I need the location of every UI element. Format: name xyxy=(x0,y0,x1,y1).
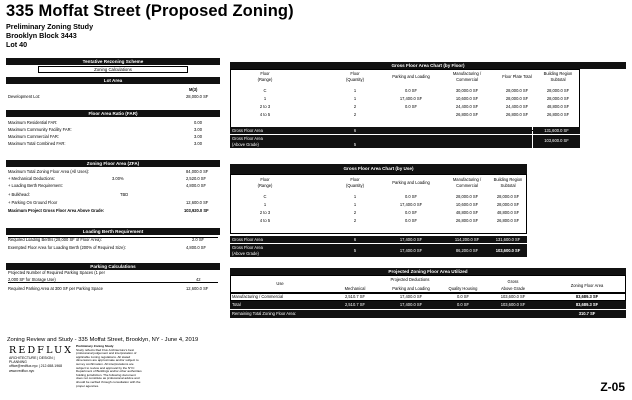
parking-loading: 0.0 SF xyxy=(404,194,418,199)
col-header: Floor xyxy=(350,71,360,76)
col-header: Floor xyxy=(260,71,270,76)
floor-range: 2 to 3 xyxy=(259,210,271,215)
col-header: Mechanical xyxy=(344,286,366,291)
far-label: Maximum Residential FAR: xyxy=(8,120,58,125)
col-header: Zoning Floor Area xyxy=(570,283,604,288)
parking-loading: 0.0 SF xyxy=(404,218,418,223)
col-header: (Quantity) xyxy=(346,77,364,82)
region-subtotal: 48,800.0 SF xyxy=(496,210,520,215)
use-above-qty: 5 xyxy=(353,248,357,253)
quality-housing: 0.0 SF xyxy=(456,294,470,299)
region-subtotal: 28,000.0 SF xyxy=(496,194,520,199)
region-subtotal: 26,800.0 SF xyxy=(546,112,570,117)
rezoning-scheme-header: Tentative Rezoning Scheme xyxy=(6,58,220,65)
parking-loading: 17,400.0 SF xyxy=(399,302,423,307)
zfa-pct: TBD xyxy=(120,192,129,197)
col-header: Above Grade xyxy=(500,286,526,291)
gfa-above-label: Gross Floor Area xyxy=(232,136,263,141)
floor-range: 1 xyxy=(263,202,267,207)
gfa-above-label2: (Above Grade) xyxy=(232,142,259,147)
floor-range: 4 to 5 xyxy=(259,218,271,223)
far-label: Maximum Community Facility FAR: xyxy=(8,127,72,132)
lot-area-header: Lot Area xyxy=(6,77,220,84)
loading-value: 2.0 SF xyxy=(192,237,205,242)
zfa-utilized-title: Projected Zoning Floor Area Utilized xyxy=(230,268,626,275)
floor-plate-total: 24,400.0 SF xyxy=(505,104,529,109)
floor-plate-total: 28,000.0 SF xyxy=(505,88,529,93)
lot-label: Lot 40 xyxy=(6,40,28,49)
loading-value: 4,800.0 SF xyxy=(186,245,207,250)
floor-qty: 2 xyxy=(353,210,357,215)
zfa-value: 2,520.0 SF xyxy=(186,176,207,181)
study-subtitle: Preliminary Zoning Study xyxy=(6,22,94,31)
mfg-commercial: 28,000.0 SF xyxy=(455,194,479,199)
gfa-total-value: 131,600.0 SF xyxy=(544,128,569,133)
loading-label: Exempted Floor Area for Loading Berth (200% of Required Size): xyxy=(8,245,126,250)
far-value: 3.00 xyxy=(194,134,202,139)
col-header: Subtotal xyxy=(500,183,516,188)
gfa-total-qty: 6 xyxy=(353,128,357,133)
remaining-zfa-value: 310.7 SF xyxy=(578,311,596,316)
col-header: Building Region xyxy=(493,177,523,182)
col-header: Quality Housing xyxy=(448,286,478,291)
gross-above: 103,600.0 SF xyxy=(500,302,526,307)
zoning-floor-area: 83,689.3 SF xyxy=(575,294,599,299)
remaining-zfa-label: Remaining Total Zoning Floor Area: xyxy=(232,311,297,316)
zfa-label: Maximum Total Zoning Floor Area (All Uses): xyxy=(8,169,90,174)
use-total-mfg: 114,200.0 SF xyxy=(454,237,480,242)
floor-range: 1 xyxy=(263,96,267,101)
mfg-commercial: 24,400.0 SF xyxy=(455,104,479,109)
gfa-total-row xyxy=(230,127,532,134)
mfg-commercial: 30,000.0 SF xyxy=(455,88,479,93)
zfa-label: Maximum Project Gross Floor Area Above Grade: xyxy=(8,208,105,213)
use-total-parking: 17,400.0 SF xyxy=(399,237,423,242)
zoning-calculations-title: Zoning Calculations xyxy=(38,66,188,73)
use-above-mfg: 86,200.0 SF xyxy=(455,248,479,253)
gfa-above-value: 103,600.0 SF xyxy=(544,138,569,143)
floor-qty: 2 xyxy=(353,218,357,223)
parking-loading: 0.0 SF xyxy=(404,210,418,215)
parking-loading: 0.0 SF xyxy=(404,88,418,93)
col-header: (Range) xyxy=(257,183,273,188)
zfa-value: 4,800.0 SF xyxy=(186,183,207,188)
floor-range: 2 to 3 xyxy=(259,104,271,109)
parking-line2: 2,000 SF for Storage Use) xyxy=(8,277,218,283)
col-header: Projected Deductions xyxy=(390,277,430,282)
use-above-label2: (Above Grade) xyxy=(232,251,259,256)
floor-qty: 2 xyxy=(353,104,357,109)
parking-loading: 17,400.0 SF xyxy=(399,202,423,207)
floor-range: C xyxy=(263,194,267,199)
far-label: Maximum Total Combined FAR: xyxy=(8,141,66,146)
zfa-label: + Loading Berth Requirement: xyxy=(8,183,63,188)
use-total-qty: 6 xyxy=(353,237,357,242)
lot-area-col-label: M(3) xyxy=(189,87,198,92)
region-subtotal: 48,800.0 SF xyxy=(546,104,570,109)
floor-qty: 2 xyxy=(353,112,357,117)
floor-qty: 1 xyxy=(353,202,357,207)
gfa-above-row xyxy=(230,135,532,148)
col-header: Parking and Loading xyxy=(392,286,430,291)
floor-qty: 1 xyxy=(353,96,357,101)
block-label: Brooklyn Block 3443 xyxy=(6,31,77,40)
col-header: Parking and Loading xyxy=(392,180,430,185)
far-value: 3.00 xyxy=(194,141,202,146)
mechanical: 2,510.7 SF xyxy=(344,302,366,307)
logo-contact: office@redflux.nyc | 212.658.1968 xyxy=(9,364,63,369)
parking-spaces-value: 42 xyxy=(196,277,201,282)
use-above-value: 103,600.0 SF xyxy=(495,248,521,253)
floor-plate-total: 28,000.0 SF xyxy=(505,96,529,101)
zfa-value: 84,000.0 SF xyxy=(186,169,209,174)
use-total-value: 131,600.0 SF xyxy=(495,237,521,242)
mfg-commercial: 26,800.0 SF xyxy=(455,218,479,223)
study-footer-title: Zoning Review and Study - 335 Moffat Street, Brooklyn, NY - June 4, 2019 xyxy=(7,337,199,343)
logo-tagline: ARCHITECTURE | DESIGN | PLANNING xyxy=(9,356,55,365)
use-name: Total xyxy=(232,302,241,307)
floor-qty: 1 xyxy=(353,88,357,93)
disclaimer-block xyxy=(76,345,142,388)
disclaimer-text: Study reflects Red Flux Architecture's best professional judgement and interpretation of applicable zoning regulations. All stated dimensions are approximate and/or subject to survey confirmation. All interpretations are subject to review and approval by the NYC Department of Buildings and/or other authorities holding jurisdiction. The following document does not constitute as professional advice and should be verified through consultation with the proper agencies. xyxy=(76,347,142,388)
col-header: Subtotal xyxy=(550,77,566,82)
zfa-pct: 3.00% xyxy=(112,176,124,181)
zfa-label: + Bulkhead: xyxy=(8,192,30,197)
col-header: Manufacturing / xyxy=(452,177,482,182)
floor-range: 4 to 5 xyxy=(259,112,271,117)
floor-range: C xyxy=(263,88,267,93)
region-subtotal: 28,000.0 SF xyxy=(546,96,570,101)
gfa-total-label: Gross Floor Area xyxy=(232,128,263,133)
loading-label: Required Loading Berths (28,000 SF of Floor Area): xyxy=(8,237,102,242)
page-title: 335 Moffat Street (Proposed Zoning) xyxy=(6,2,294,20)
col-header: (Range) xyxy=(257,77,273,82)
parking-loading: 17,400.0 SF xyxy=(399,294,423,299)
disclaimer-title: Preliminary Zoning Study xyxy=(76,344,114,348)
parking-line1: Projected Number of Required Parking Spaces (1 per xyxy=(8,270,105,275)
sheet-number: Z-05 xyxy=(600,380,625,394)
zfa-value: 103,920.0 SF xyxy=(184,208,209,213)
mfg-commercial: 26,800.0 SF xyxy=(455,112,479,117)
mechanical: 2,510.7 SF xyxy=(344,294,366,299)
parking-loading: 0.0 SF xyxy=(404,104,418,109)
use-name: Manufacturing / Commercial xyxy=(232,294,284,299)
zfa-label: + Parking On Ground Floor xyxy=(8,200,58,205)
col-header: Manufacturing / xyxy=(452,71,482,76)
far-value: 0.00 xyxy=(194,120,202,125)
zoning-calculations-panel xyxy=(6,58,220,308)
far-label: Maximum Commercial FAR: xyxy=(8,134,59,139)
loading-berth-header: Loading Berth Requirement xyxy=(6,228,220,235)
parking-loading: 17,400.0 SF xyxy=(399,96,423,101)
gfa-by-use-title: Gross Floor Area Chart (by Use) xyxy=(230,164,527,174)
zfa-label: + Mechanical Deductions: xyxy=(8,176,55,181)
zfa-value: 12,600.0 SF xyxy=(186,200,209,205)
logo-web[interactable]: www.redflux.nyc xyxy=(9,368,35,373)
gfa-by-use-table xyxy=(230,164,527,256)
col-header: Use xyxy=(276,281,284,286)
parking-area-label: Required Parking Area at 300 SF per Parking Space xyxy=(8,286,103,291)
parking-area-value: 12,600.0 SF xyxy=(186,286,209,291)
col-header: Building Region xyxy=(543,71,573,76)
col-header: (Quantity) xyxy=(346,183,364,188)
zfa-header: Zoning Floor Area (ZFA) xyxy=(6,160,220,167)
col-header: Floor xyxy=(350,177,360,182)
col-header: Floor xyxy=(260,177,270,182)
floor-plate-total: 26,800.0 SF xyxy=(505,112,529,117)
gfa-by-floor-table xyxy=(230,62,626,154)
gross-above: 103,600.0 SF xyxy=(500,294,526,299)
mfg-commercial: 10,600.0 SF xyxy=(455,202,479,207)
mfg-commercial: 10,600.0 SF xyxy=(455,96,479,101)
col-header: Gross xyxy=(507,279,519,284)
far-header: Floor Area Ratio (FAR) xyxy=(6,110,220,117)
gfa-above-qty: 5 xyxy=(353,142,357,147)
region-subtotal: 28,000.0 SF xyxy=(546,88,570,93)
region-subtotal: 26,800.0 SF xyxy=(496,218,520,223)
far-value: 3.00 xyxy=(194,127,202,132)
col-header: Commercial xyxy=(456,183,478,188)
redflux-logo xyxy=(9,345,74,373)
zfa-utilized-table xyxy=(230,268,626,320)
region-subtotal: 28,000.0 SF xyxy=(496,202,520,207)
development-lot-value: 28,000.0 SF xyxy=(186,94,209,99)
development-lot-label: Development Lot: xyxy=(8,94,41,99)
col-header: Floor Plate Total xyxy=(502,74,532,79)
mfg-commercial: 48,800.0 SF xyxy=(455,210,479,215)
logo-name: REDFLUX xyxy=(9,345,74,356)
col-header: Parking and Loading xyxy=(392,74,430,79)
floor-qty: 1 xyxy=(353,194,357,199)
use-total-label: Gross Floor Area xyxy=(232,237,263,242)
quality-housing: 0.0 SF xyxy=(456,302,470,307)
col-header: Commercial xyxy=(456,77,478,82)
use-above-label: Gross Floor Area xyxy=(232,245,263,250)
zoning-floor-area: 83,689.3 SF xyxy=(575,302,599,307)
parking-header: Parking Calculations xyxy=(6,263,220,270)
gfa-by-floor-title: Gross Floor Area Chart (by Floor) xyxy=(230,62,626,69)
use-above-parking: 17,400.0 SF xyxy=(399,248,423,253)
